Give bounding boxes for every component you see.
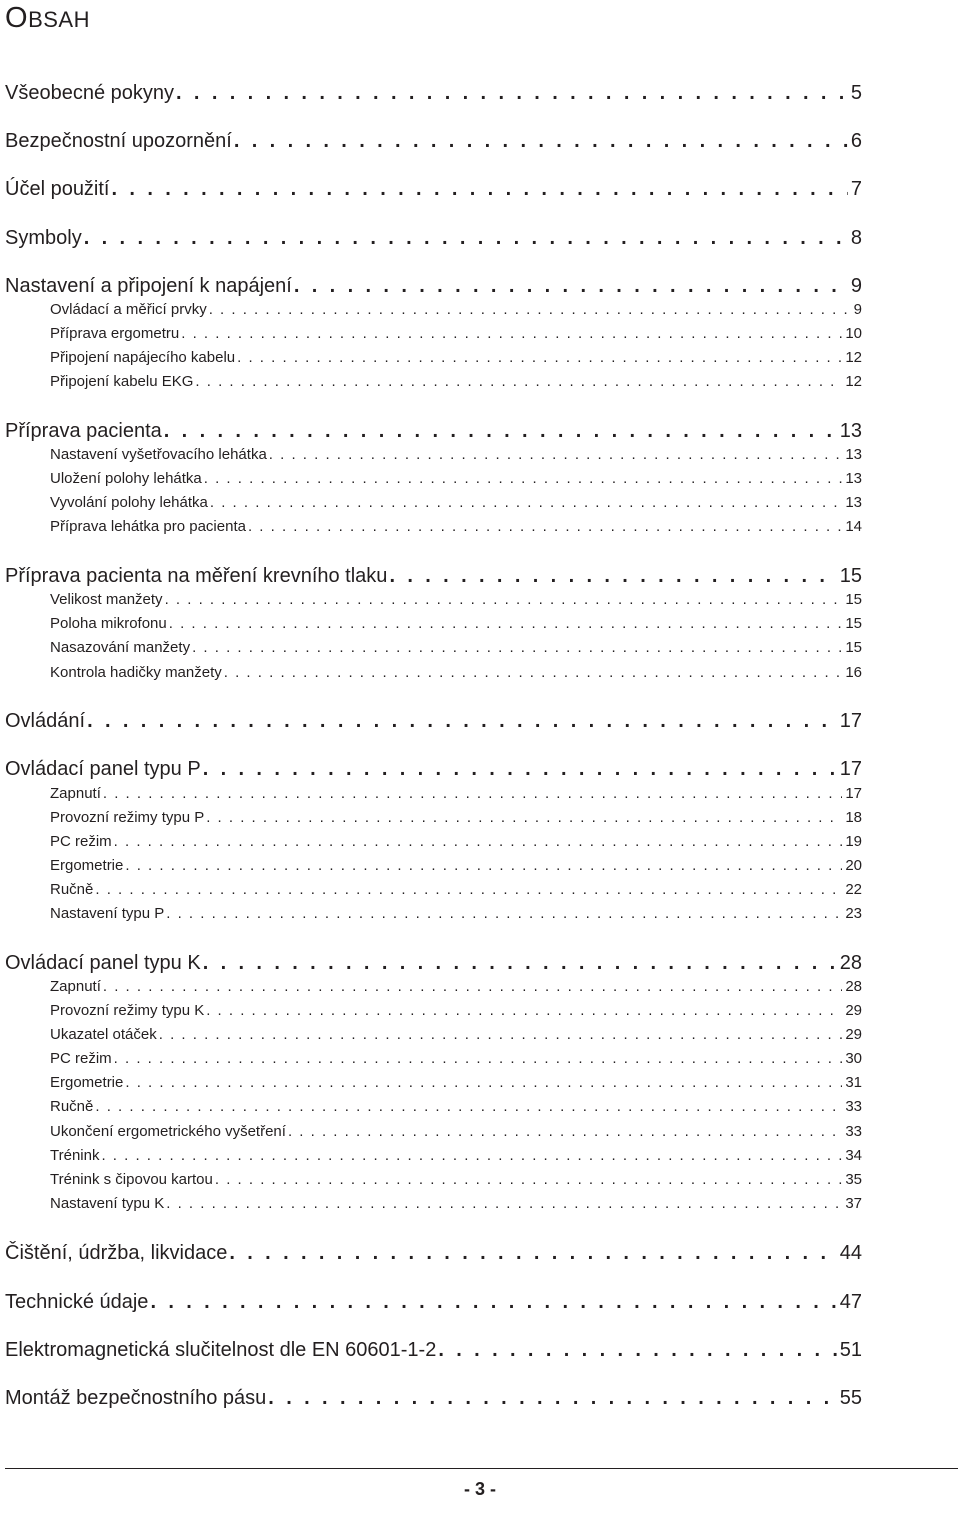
toc-entry xyxy=(0,1024,862,1046)
toc-entry xyxy=(0,1000,862,1022)
toc-entry-page-number: 35 xyxy=(845,1171,862,1188)
toc-entry-title: Poloha mikrofonu xyxy=(50,615,167,632)
toc-entry-title: Nasazování manžety xyxy=(50,639,191,656)
toc-entry-page-number: 47 xyxy=(839,1291,862,1313)
dot-leader xyxy=(192,637,842,659)
toc-entry-page-number: 6 xyxy=(850,130,862,152)
page-number: - 3 - xyxy=(463,1479,496,1499)
toc-entry-title: Účel použití xyxy=(5,178,110,200)
toc-entry-title: Nastavení vyšetřovacího lehátka xyxy=(50,446,267,463)
toc-entry xyxy=(0,976,862,998)
dot-leader xyxy=(206,1000,842,1022)
toc-entry-title: Elektromagnetická slučitelnost dle EN 60601-1-2 xyxy=(5,1339,437,1361)
toc-entry xyxy=(0,174,862,204)
toc-entry-page-number: 14 xyxy=(845,518,862,535)
toc-entry-page-number: 29 xyxy=(845,1002,862,1019)
toc-entry xyxy=(0,1383,862,1413)
toc-entry-page-number: 9 xyxy=(853,301,862,318)
toc-entry xyxy=(0,561,862,591)
dot-leader xyxy=(166,1193,842,1215)
toc-entry-title: Zapnutí xyxy=(50,978,101,995)
toc-entry xyxy=(0,637,862,659)
toc-entry-page-number: 15 xyxy=(845,591,862,608)
dot-leader xyxy=(159,1024,843,1046)
dot-leader xyxy=(181,323,842,345)
dot-leader xyxy=(294,271,848,301)
toc-entry-title: Nastavení a připojení k napájení xyxy=(5,275,292,297)
toc-entry-title: Čištění, údržba, likvidace xyxy=(5,1242,228,1264)
toc-entry xyxy=(0,783,862,805)
toc-entry-title: Ovládací panel typu K xyxy=(5,952,201,974)
toc-entry xyxy=(0,416,862,446)
toc-entry xyxy=(0,1096,862,1118)
toc-entry-title: Ukazatel otáček xyxy=(50,1026,157,1043)
toc-entry-page-number: 15 xyxy=(839,565,862,587)
toc-entry-title: Příprava ergometru xyxy=(50,325,180,342)
toc-entry-title: Ručně xyxy=(50,1098,94,1115)
toc-entry xyxy=(0,589,862,611)
dot-leader xyxy=(101,1145,842,1167)
dot-leader xyxy=(268,1383,836,1413)
dot-leader xyxy=(224,662,843,684)
toc-entry xyxy=(0,1238,862,1268)
toc-entry xyxy=(0,879,862,901)
toc-entry xyxy=(0,613,862,635)
toc-entry-title: Provozní režimy typu P xyxy=(50,809,205,826)
toc-entry-title: Montáž bezpečnostního pásu xyxy=(5,1387,267,1409)
toc-entry-title: Zapnutí xyxy=(50,785,101,802)
toc-entry-title: Symboly xyxy=(5,227,82,249)
toc-entry-page-number: 55 xyxy=(839,1387,862,1409)
toc-entry-title: Připojení kabelu EKG xyxy=(50,373,194,390)
toc-entry xyxy=(0,323,862,345)
toc-entry-title: PC režim xyxy=(50,1050,112,1067)
toc-entry-page-number: 28 xyxy=(839,952,862,974)
toc-entry xyxy=(0,126,862,156)
toc-entry-page-number: 23 xyxy=(845,905,862,922)
toc-entry-page-number: 8 xyxy=(850,227,862,249)
toc-entry-page-number: 33 xyxy=(845,1123,862,1140)
dot-leader xyxy=(210,492,842,514)
toc-entry xyxy=(0,492,862,514)
dot-leader xyxy=(229,1238,836,1268)
toc-entry xyxy=(0,903,862,925)
dot-leader xyxy=(166,903,842,925)
toc-entry-page-number: 13 xyxy=(845,470,862,487)
dot-leader xyxy=(103,783,842,805)
dot-leader xyxy=(164,416,837,446)
toc-entry-title: Ovládací a měřicí prvky xyxy=(50,301,207,318)
toc-entry-page-number: 22 xyxy=(845,881,862,898)
toc-entry-page-number: 5 xyxy=(850,82,862,104)
dot-leader xyxy=(438,1335,836,1365)
page-title-rest: BSAH xyxy=(28,7,90,32)
toc-entry-title: Nastavení typu K xyxy=(50,1195,165,1212)
toc-entry xyxy=(0,347,862,369)
dot-leader xyxy=(206,807,842,829)
toc-entry-page-number: 17 xyxy=(845,785,862,802)
toc-entry-page-number: 13 xyxy=(845,446,862,463)
toc-entry xyxy=(0,1169,862,1191)
toc-entry-page-number: 15 xyxy=(845,615,862,632)
toc-entry-title: Ergometrie xyxy=(50,1074,124,1091)
toc-entry-title: Ukončení ergometrického vyšetření xyxy=(50,1123,286,1140)
dot-leader xyxy=(209,299,851,321)
toc-entry-title: Uložení polohy lehátka xyxy=(50,470,202,487)
toc-entry xyxy=(0,1145,862,1167)
toc-entry-page-number: 20 xyxy=(845,857,862,874)
toc-entry xyxy=(0,299,862,321)
dot-leader xyxy=(125,1072,842,1094)
toc-entry xyxy=(0,371,862,393)
dot-leader xyxy=(288,1121,842,1143)
toc-entry-page-number: 9 xyxy=(850,275,862,297)
toc-entry xyxy=(0,1335,862,1365)
dot-leader xyxy=(269,444,843,466)
toc-entry-title: Nastavení typu P xyxy=(50,905,165,922)
toc-entry-title: Ručně xyxy=(50,881,94,898)
toc-entry xyxy=(0,754,862,784)
dot-leader xyxy=(203,948,837,978)
toc-entry-page-number: 15 xyxy=(845,639,862,656)
toc-entry-page-number: 29 xyxy=(845,1026,862,1043)
toc-entry-title: Trénink s čipovou kartou xyxy=(50,1171,213,1188)
dot-leader xyxy=(114,1048,843,1070)
toc-entry xyxy=(0,706,862,736)
dot-leader xyxy=(203,754,837,784)
dot-leader xyxy=(95,879,842,901)
dot-leader xyxy=(176,78,848,108)
toc-entry-title: Trénink xyxy=(50,1147,100,1164)
toc-entry-page-number: 31 xyxy=(845,1074,862,1091)
dot-leader xyxy=(103,976,842,998)
toc-entry-page-number: 30 xyxy=(845,1050,862,1067)
toc-entry xyxy=(0,1193,862,1215)
toc-entry xyxy=(0,948,862,978)
dot-leader xyxy=(87,706,837,736)
toc-entry-title: Bezpečnostní upozornění xyxy=(5,130,232,152)
dot-leader xyxy=(150,1287,836,1317)
dot-leader xyxy=(215,1169,842,1191)
toc-entry-page-number: 16 xyxy=(845,664,862,681)
toc-entry-page-number: 17 xyxy=(839,710,862,732)
toc-entry-page-number: 13 xyxy=(845,494,862,511)
toc-entry-title: Ovládání xyxy=(5,710,86,732)
toc-entry xyxy=(0,516,862,538)
toc-entry-title: Ergometrie xyxy=(50,857,124,874)
toc-entry xyxy=(0,444,862,466)
toc-entry-title: Technické údaje xyxy=(5,1291,149,1313)
dot-leader xyxy=(237,347,842,369)
toc-entry-page-number: 7 xyxy=(850,178,862,200)
toc-entry-page-number: 51 xyxy=(839,1339,862,1361)
toc-entry xyxy=(0,1048,862,1070)
toc-entry xyxy=(0,468,862,490)
dot-leader xyxy=(95,1096,842,1118)
toc-entry-title: PC režim xyxy=(50,833,112,850)
toc-entry-page-number: 33 xyxy=(845,1098,862,1115)
toc-entry-title: Vyvolání polohy lehátka xyxy=(50,494,208,511)
toc-entry xyxy=(0,831,862,853)
toc-entry-page-number: 19 xyxy=(845,833,862,850)
dot-leader xyxy=(125,855,842,877)
toc-entry-page-number: 28 xyxy=(845,978,862,995)
toc-entry xyxy=(0,78,862,108)
dot-leader xyxy=(195,371,842,393)
dot-leader xyxy=(389,561,836,591)
dot-leader xyxy=(165,589,843,611)
dot-leader xyxy=(204,468,843,490)
dot-leader xyxy=(112,174,848,204)
toc-entry xyxy=(0,271,862,301)
toc-entry-page-number: 12 xyxy=(845,349,862,366)
toc-entry xyxy=(0,1121,862,1143)
dot-leader xyxy=(234,126,848,156)
toc-entry-title: Připojení napájecího kabelu xyxy=(50,349,236,366)
dot-leader xyxy=(248,516,842,538)
toc-entry xyxy=(0,855,862,877)
toc-entry-title: Všeobecné pokyny xyxy=(5,82,175,104)
dot-leader xyxy=(114,831,843,853)
toc-entry-page-number: 44 xyxy=(839,1242,862,1264)
toc-entry xyxy=(0,1287,862,1317)
toc-entry-title: Příprava pacienta xyxy=(5,420,162,442)
toc-entry-page-number: 13 xyxy=(839,420,862,442)
toc-entry-title: Ovládací panel typu P xyxy=(5,758,201,780)
toc-entry-title: Příprava pacienta na měření krevního tlaku xyxy=(5,565,388,587)
toc-entry-page-number: 18 xyxy=(845,809,862,826)
toc-entry-page-number: 37 xyxy=(845,1195,862,1212)
toc-entry xyxy=(0,662,862,684)
dot-leader xyxy=(169,613,843,635)
toc-entry xyxy=(0,1072,862,1094)
page-title xyxy=(5,0,90,36)
dot-leader xyxy=(84,223,848,253)
toc-entry-page-number: 34 xyxy=(845,1147,862,1164)
toc-entry-page-number: 12 xyxy=(845,373,862,390)
toc-entry xyxy=(0,807,862,829)
toc-entry-title: Kontrola hadičky manžety xyxy=(50,664,222,681)
toc-entry-title: Provozní režimy typu K xyxy=(50,1002,205,1019)
toc-entry-title: Příprava lehátka pro pacienta xyxy=(50,518,246,535)
toc-entry xyxy=(0,223,862,253)
page-title-initial: O xyxy=(5,2,29,34)
toc-entry-title: Velikost manžety xyxy=(50,591,163,608)
toc-entry-page-number: 10 xyxy=(845,325,862,342)
toc-entry-page-number: 17 xyxy=(839,758,862,780)
footer-divider xyxy=(5,1468,958,1469)
